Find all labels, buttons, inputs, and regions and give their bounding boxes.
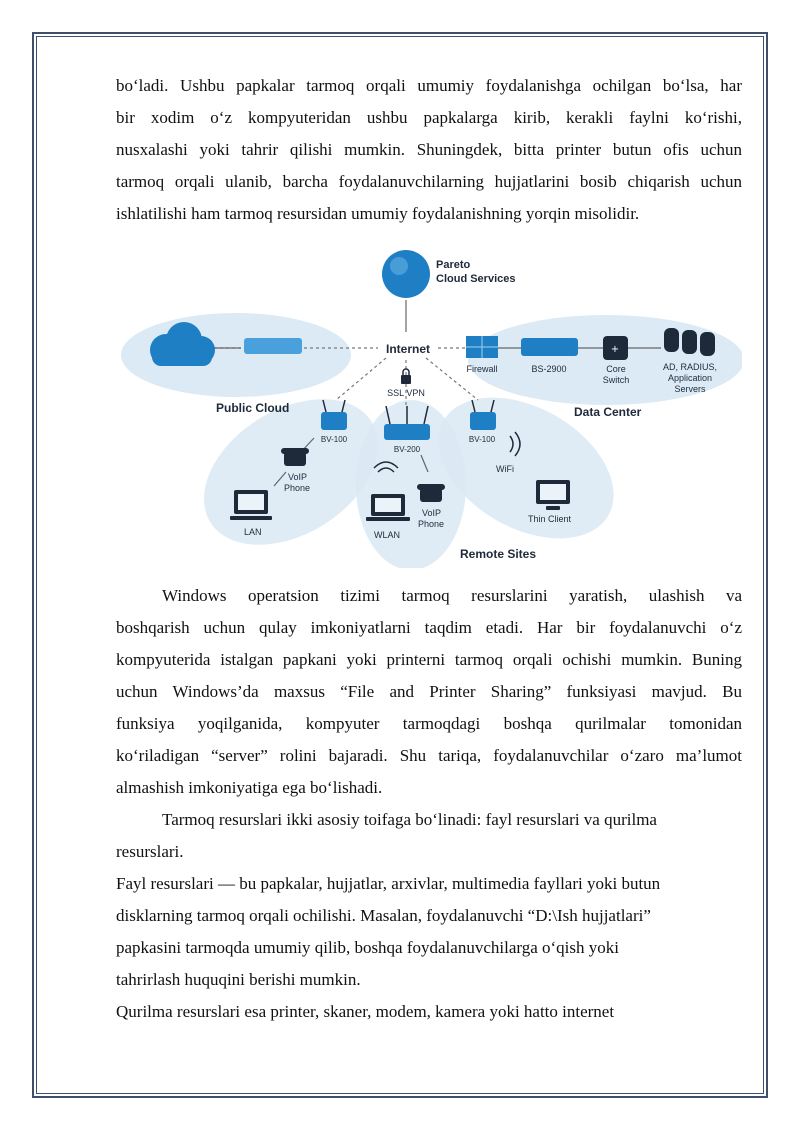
wlan-label: WLAN	[374, 530, 401, 540]
voip-mid-label-2: Phone	[418, 519, 445, 529]
paragraph-3	[116, 804, 742, 868]
text-line: ishlatilishi ham tarmoq resursidan umumiy foydalanishning yorqin misolidir.	[116, 204, 640, 223]
text-line: boshqarish uchun qulay imkoniyatlarni taqdim etadi. Har bir foydalanuvchi o‘z	[116, 618, 742, 637]
voip-left-label-2: Phone	[284, 483, 311, 493]
servers-label-2: Application	[667, 373, 713, 383]
text-line: tahrirlash huquqini berishi mumkin.	[116, 970, 361, 989]
text-line: kompyuterida istalgan papkani yoki printerni tarmoq orqali ochishi mumkin. Buning	[116, 650, 742, 669]
paragraph-2	[116, 580, 742, 804]
wifi-label: WiFi	[496, 464, 514, 474]
data-center-label: Data Center	[574, 405, 642, 419]
paragraph-5	[116, 996, 742, 1028]
network-diagram-graphic	[116, 240, 742, 568]
lan-label: LAN	[244, 527, 262, 537]
servers-icon	[664, 328, 715, 356]
text-line: papkasini tarmoqda umumiy qilib, boshqa foydalanuvchilarga o‘qish yoki	[116, 938, 619, 957]
paragraph-1	[116, 70, 742, 230]
core-switch-label-1: Core	[606, 364, 626, 374]
thin-client-label: Thin Client	[528, 514, 572, 524]
text-line: Windows operatsion tizimi tarmoq resurslarini yaratish, ulashish va	[162, 586, 742, 605]
lock-icon	[401, 369, 411, 384]
voip-left-label-1: VoIP	[288, 472, 308, 482]
document-body	[116, 70, 742, 1028]
text-line: Fayl resurslari — bu papkalar, hujjatlar, arxivlar, multimedia fayllari yoki butun	[116, 874, 661, 893]
text-line: Qurilma resurslari esa printer, skaner, modem, kamera yoki hatto internet	[116, 1002, 615, 1021]
public-cloud-label: Public Cloud	[216, 401, 290, 415]
servers-label-3: Servers	[674, 384, 706, 394]
core-switch-label-2: Switch	[602, 375, 630, 385]
text-line: resurslari.	[116, 842, 184, 861]
pareto-label-1: Pareto	[436, 259, 471, 271]
paragraph-4	[116, 868, 742, 996]
firewall-label: Firewall	[466, 364, 498, 374]
voip-mid-label-1: VoIP	[422, 508, 442, 518]
text-line: Tarmoq resurslari ikki asosiy toifaga bo‘linadi: fayl resurslari va qurilma	[162, 810, 657, 829]
text-line: tarmoq orqali ulanib, barcha foydalanuvchilarning hujjatlarini bosib chiqarish uchun	[116, 172, 742, 191]
cloud-gateway-icon	[244, 338, 302, 354]
text-line: funksiya yoqilganida, kompyuter tarmoqdagi boshqa qurilmalar tomonidan	[116, 714, 742, 733]
text-line: bo‘ladi. Ushbu papkalar tarmoq orqali umumiy foydalanishga ochilgan bo‘lsa, har	[116, 76, 742, 95]
text-line: almashish imkoniyatiga ega bo‘lishadi.	[116, 778, 383, 797]
bs-device-icon	[521, 338, 578, 356]
router-mid-label: BV-200	[393, 445, 421, 454]
text-line: bir xodim o‘z kompyuteridan ushbu papkalarga kirib, kerakli faylni ko‘rishi,	[116, 108, 742, 127]
network-diagram	[116, 240, 742, 568]
remote-sites-label: Remote Sites	[460, 547, 537, 561]
pareto-globe-icon	[382, 250, 430, 298]
text-line: disklarning tarmoq orqali ochilishi. Masalan, foydalanuvchi “D:\Ish hujjatlari”	[116, 906, 651, 925]
servers-label-1: AD, RADIUS,	[662, 362, 718, 372]
pareto-label-2: Cloud Services	[436, 273, 516, 285]
router-right-label: BV-100	[468, 435, 496, 444]
router-left-label: BV-100	[320, 435, 348, 444]
internet-label: Internet	[385, 342, 431, 356]
svg-text:+: +	[610, 344, 620, 355]
voip-phone-mid-icon	[417, 484, 445, 502]
ssl-vpn-label: SSL VPN	[387, 388, 425, 398]
bs-device-label: BS-2900	[531, 364, 567, 374]
voip-phone-left-icon	[281, 448, 309, 466]
text-line: nusxalashi yoki tahrir qilishi mumkin. Shuningdek, bitta printer butun ofis uchun	[116, 140, 742, 159]
text-line: uchun Windows’da maxsus “File and Printer Sharing” funksiyasi mavjud. Bu	[116, 682, 742, 701]
text-line: ko‘riladigan “server” rolini bajaradi. Shu tariqa, foydalanuvchilar o‘zaro ma’lumot	[116, 746, 742, 765]
